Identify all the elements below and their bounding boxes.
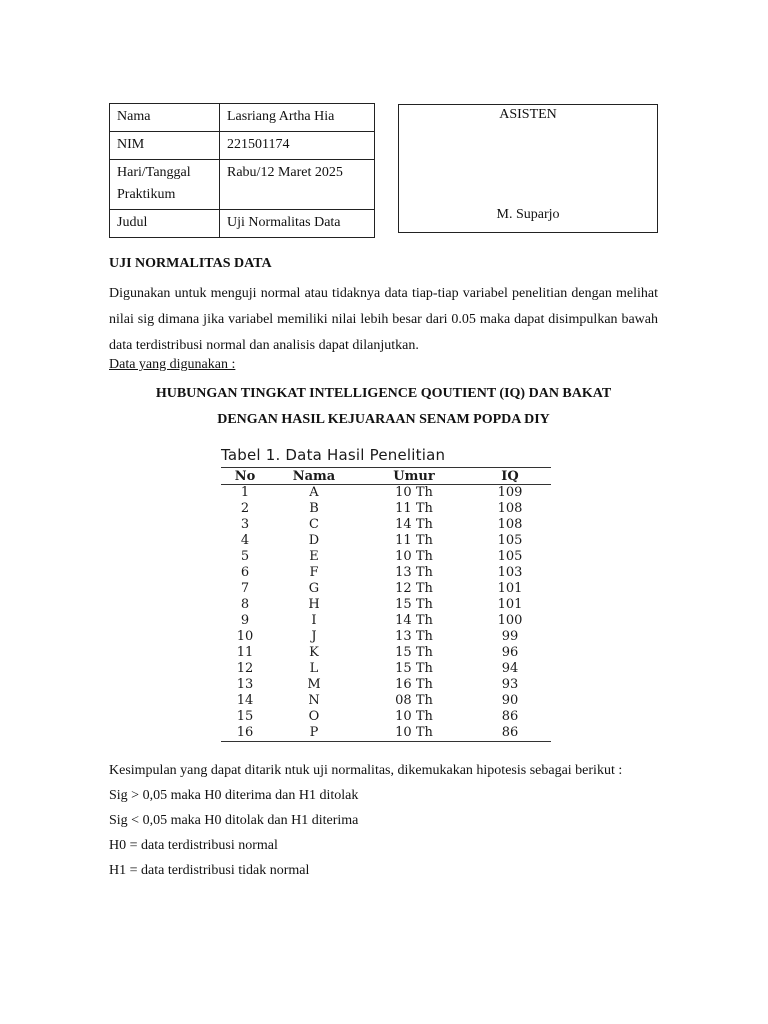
- header-iq: IQ: [469, 468, 551, 485]
- cell-iq: 93: [501, 677, 519, 692]
- cell-no: 14: [236, 693, 254, 708]
- table-header-row: [221, 468, 551, 485]
- info-value: 221501174: [220, 132, 375, 160]
- cell-umur: 16 Th: [395, 677, 433, 692]
- cell-umur: 11 Th: [395, 501, 433, 516]
- table-row: [221, 485, 551, 502]
- cell-no: 1: [240, 485, 250, 500]
- cell-no: 9: [240, 613, 250, 628]
- table-row: [221, 629, 551, 645]
- asisten-box: [398, 104, 658, 233]
- cell-iq: 109: [497, 485, 523, 500]
- table-row: [221, 677, 551, 693]
- cell-nama: P: [269, 725, 359, 742]
- cell-no: 11: [236, 645, 254, 660]
- cell-nama: G: [308, 581, 320, 596]
- table-row: [221, 613, 551, 629]
- cell-nama: D: [308, 533, 320, 548]
- cell-iq: 101: [497, 597, 523, 612]
- hypothesis-line: H0 = data terdistribusi normal: [109, 838, 278, 853]
- cell-umur: 14 Th: [395, 613, 433, 628]
- table-row: [221, 661, 551, 677]
- cell-no: 7: [240, 581, 250, 596]
- cell-no: 5: [240, 549, 250, 564]
- table-row: [221, 501, 551, 517]
- hypothesis-line: Sig < 0,05 maka H0 ditolak dan H1 diterima: [109, 813, 359, 828]
- cell-iq: 100: [497, 613, 523, 628]
- cell-umur: 15 Th: [395, 597, 433, 612]
- cell-no: 16: [221, 725, 269, 742]
- cell-nama: C: [309, 517, 319, 532]
- data-used-label: Data yang digunakan :: [109, 357, 236, 372]
- cell-umur: 13 Th: [395, 565, 433, 580]
- cell-umur: 14 Th: [395, 517, 433, 532]
- info-label: Hari/Tanggal Praktikum: [110, 160, 220, 210]
- table-row: [221, 725, 551, 742]
- cell-no: 6: [240, 565, 250, 580]
- cell-nama: F: [309, 565, 319, 580]
- info-label: Judul: [110, 210, 220, 238]
- info-row-judul: [110, 210, 375, 238]
- table-row: [221, 693, 551, 709]
- table-caption: Tabel 1. Data Hasil Penelitian: [221, 446, 446, 464]
- cell-nama: I: [311, 613, 317, 628]
- cell-nama: A: [309, 485, 319, 500]
- cell-no: 13: [236, 677, 254, 692]
- research-title-line-2: DENGAN HASIL KEJUARAAN SENAM POPDA DIY: [217, 412, 550, 427]
- cell-iq: 108: [497, 501, 523, 516]
- asisten-name: M. Suparjo: [496, 207, 560, 222]
- cell-umur: 15 Th: [395, 661, 433, 676]
- cell-nama: H: [308, 597, 320, 612]
- cell-nama: K: [309, 645, 319, 660]
- asisten-title: ASISTEN: [499, 107, 557, 122]
- table-row: [221, 581, 551, 597]
- cell-no: 2: [240, 501, 250, 516]
- cell-iq: 94: [501, 661, 519, 676]
- conclusion-section: [109, 758, 658, 883]
- cell-umur: 08 Th: [395, 693, 433, 708]
- table-row: [221, 549, 551, 565]
- section-heading: UJI NORMALITAS DATA: [109, 256, 272, 271]
- info-row-date: [110, 160, 375, 210]
- cell-no: 12: [236, 661, 254, 676]
- table-row: [221, 533, 551, 549]
- student-info-table: [109, 103, 375, 238]
- header-umur: Umur: [359, 468, 469, 485]
- cell-no: 15: [236, 709, 254, 724]
- cell-iq: 86: [501, 709, 519, 724]
- header-no: No: [221, 468, 269, 485]
- cell-iq: 105: [497, 549, 523, 564]
- info-row-nama: [110, 104, 375, 132]
- cell-umur: 10 Th: [395, 549, 433, 564]
- table-row: [221, 565, 551, 581]
- cell-iq: 99: [501, 629, 519, 644]
- cell-iq: 108: [497, 517, 523, 532]
- cell-umur: 10 Th: [395, 709, 433, 724]
- info-label: NIM: [110, 132, 220, 160]
- table-row: [221, 517, 551, 533]
- cell-iq: 103: [497, 565, 523, 580]
- cell-iq: 96: [501, 645, 519, 660]
- research-title: [109, 381, 658, 433]
- cell-no: 10: [236, 629, 254, 644]
- cell-nama: M: [307, 677, 321, 692]
- cell-umur: 11 Th: [395, 533, 433, 548]
- conclusion-intro: Kesimpulan yang dapat ditarik ntuk uji normalitas, dikemukakan hipotesis sebagai berikut :: [109, 763, 623, 778]
- cell-nama: N: [308, 693, 320, 708]
- cell-umur: 15 Th: [395, 645, 433, 660]
- cell-umur: 10 Th: [395, 485, 433, 500]
- table-row: [221, 645, 551, 661]
- cell-no: 8: [240, 597, 250, 612]
- info-row-nim: [110, 132, 375, 160]
- header-nama: Nama: [269, 468, 359, 485]
- cell-iq: 105: [497, 533, 523, 548]
- cell-nama: E: [309, 549, 319, 564]
- info-label: Nama: [110, 104, 220, 132]
- cell-iq: 90: [501, 693, 519, 708]
- info-value: Uji Normalitas Data: [220, 210, 375, 238]
- cell-nama: L: [309, 661, 319, 676]
- cell-no: 3: [240, 517, 250, 532]
- research-data-figure: [221, 446, 551, 742]
- cell-iq: 86: [469, 725, 551, 742]
- cell-nama: J: [311, 629, 317, 644]
- hypothesis-line: Sig > 0,05 maka H0 diterima dan H1 ditolak: [109, 788, 359, 803]
- research-title-line-1: HUBUNGAN TINGKAT INTELLIGENCE QOUTIENT (IQ) DAN BAKAT: [155, 386, 612, 401]
- table-row: [221, 597, 551, 613]
- cell-nama: B: [309, 501, 319, 516]
- cell-iq: 101: [497, 581, 523, 596]
- table-body: [221, 485, 551, 742]
- research-data-table: [221, 467, 551, 742]
- description-paragraph: Digunakan untuk menguji normal atau tidaknya data tiap-tiap variabel penelitian dengan melihat nilai sig dimana jika variabel memiliki nilai lebih besar dari 0.05 maka dapat disimpulkan bawah data terdistribusi normal dan analisis dapat dilanjutkan.: [109, 286, 658, 353]
- cell-umur: 12 Th: [395, 581, 433, 596]
- table-row: [221, 709, 551, 725]
- cell-no: 4: [240, 533, 250, 548]
- cell-umur: 13 Th: [395, 629, 433, 644]
- info-value: Lasriang Artha Hia: [220, 104, 375, 132]
- hypothesis-line: H1 = data terdistribusi tidak normal: [109, 863, 310, 878]
- cell-nama: O: [308, 709, 320, 724]
- cell-umur: 10 Th: [359, 725, 469, 742]
- info-value: Rabu/12 Maret 2025: [220, 160, 375, 210]
